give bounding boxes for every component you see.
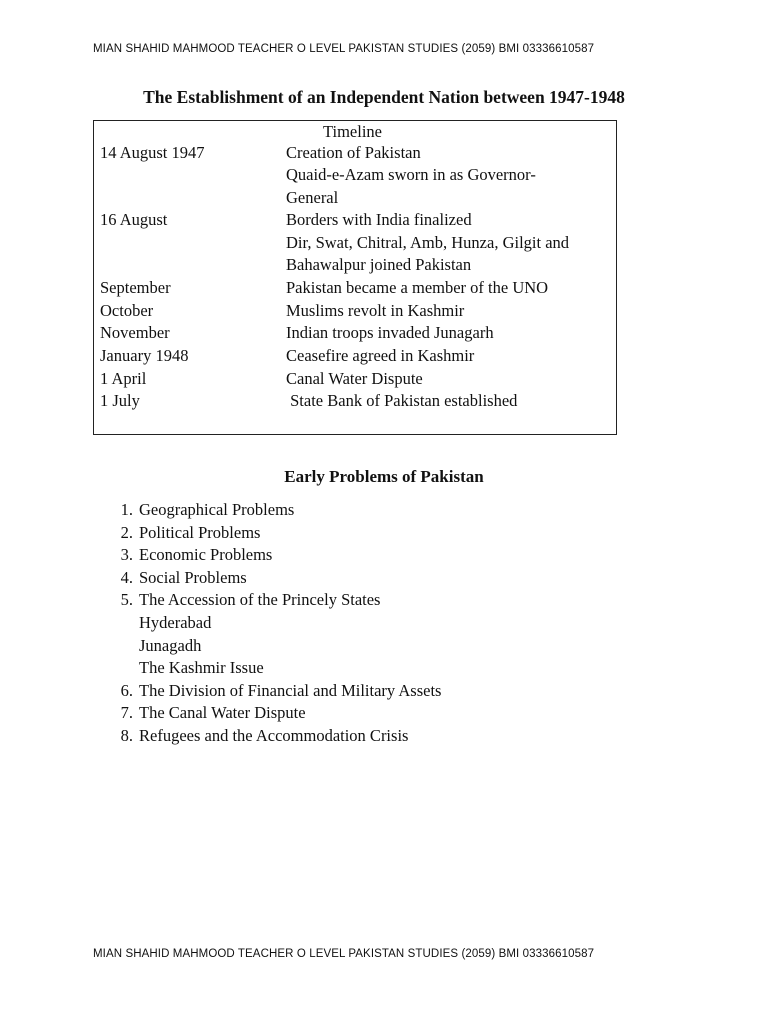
- timeline-event: Indian troops invaded Junagarh: [286, 323, 494, 343]
- problem-text: Refugees and the Accommodation Crisis: [139, 725, 409, 745]
- timeline-event: General: [286, 187, 339, 207]
- problem-number: 6.: [120, 680, 133, 700]
- problem-text: Hyderabad: [139, 612, 212, 632]
- timeline-heading: Timeline: [323, 122, 382, 141]
- timeline-event: Muslims revolt in Kashmir: [286, 300, 465, 320]
- problem-number: 5.: [120, 590, 133, 610]
- page-header: MIAN SHAHID MAHMOOD TEACHER O LEVEL PAKISTAN STUDIES (2059) BMI 03336610587: [93, 43, 595, 55]
- problem-text: Economic Problems: [139, 545, 273, 565]
- page-footer: MIAN SHAHID MAHMOOD TEACHER O LEVEL PAKISTAN STUDIES (2059) BMI 03336610587: [93, 948, 595, 960]
- problem-text: Social Problems: [139, 567, 247, 587]
- timeline-date: 14 August 1947: [100, 142, 205, 162]
- timeline-table: [93, 120, 617, 435]
- timeline-event: Quaid-e-Azam sworn in as Governor-: [286, 165, 536, 185]
- timeline-event: Canal Water Dispute: [286, 368, 423, 388]
- timeline-event: Borders with India finalized: [286, 210, 472, 230]
- timeline-event: Dir, Swat, Chitral, Amb, Hunza, Gilgit and: [286, 232, 570, 252]
- timeline-event: State Bank of Pakistan established: [286, 391, 518, 411]
- problem-text: Political Problems: [139, 522, 261, 542]
- document-title: The Establishment of an Independent Nation between 1947-1948: [143, 87, 625, 107]
- timeline-event: Pakistan became a member of the UNO: [286, 278, 549, 298]
- problem-number: 8.: [120, 725, 133, 745]
- problem-number: 1.: [120, 500, 133, 519]
- timeline-date: 1 July: [100, 391, 140, 411]
- timeline-event: Creation of Pakistan: [286, 142, 421, 162]
- problem-text: The Kashmir Issue: [139, 658, 264, 678]
- timeline-event: Bahawalpur joined Pakistan: [286, 255, 472, 275]
- problem-text: Junagadh: [139, 635, 202, 655]
- problem-number: 4.: [120, 567, 133, 587]
- timeline-date: October: [100, 300, 154, 320]
- problem-number: 3.: [120, 545, 133, 565]
- problem-text: The Accession of the Princely States: [139, 590, 381, 610]
- problem-text: Geographical Problems: [139, 500, 295, 519]
- timeline-date: January 1948: [100, 345, 189, 365]
- timeline-date: 1 April: [100, 368, 147, 388]
- problem-number: 7.: [120, 703, 133, 723]
- early-problems-heading: Early Problems of Pakistan: [284, 467, 484, 486]
- problem-text: The Division of Financial and Military Assets: [139, 680, 442, 700]
- problem-text: The Canal Water Dispute: [139, 703, 306, 723]
- problem-number: 2.: [120, 522, 133, 542]
- timeline-event: Ceasefire agreed in Kashmir: [286, 345, 475, 365]
- timeline-date: September: [100, 278, 171, 298]
- timeline-date: November: [100, 323, 170, 343]
- timeline-date: 16 August: [100, 210, 168, 230]
